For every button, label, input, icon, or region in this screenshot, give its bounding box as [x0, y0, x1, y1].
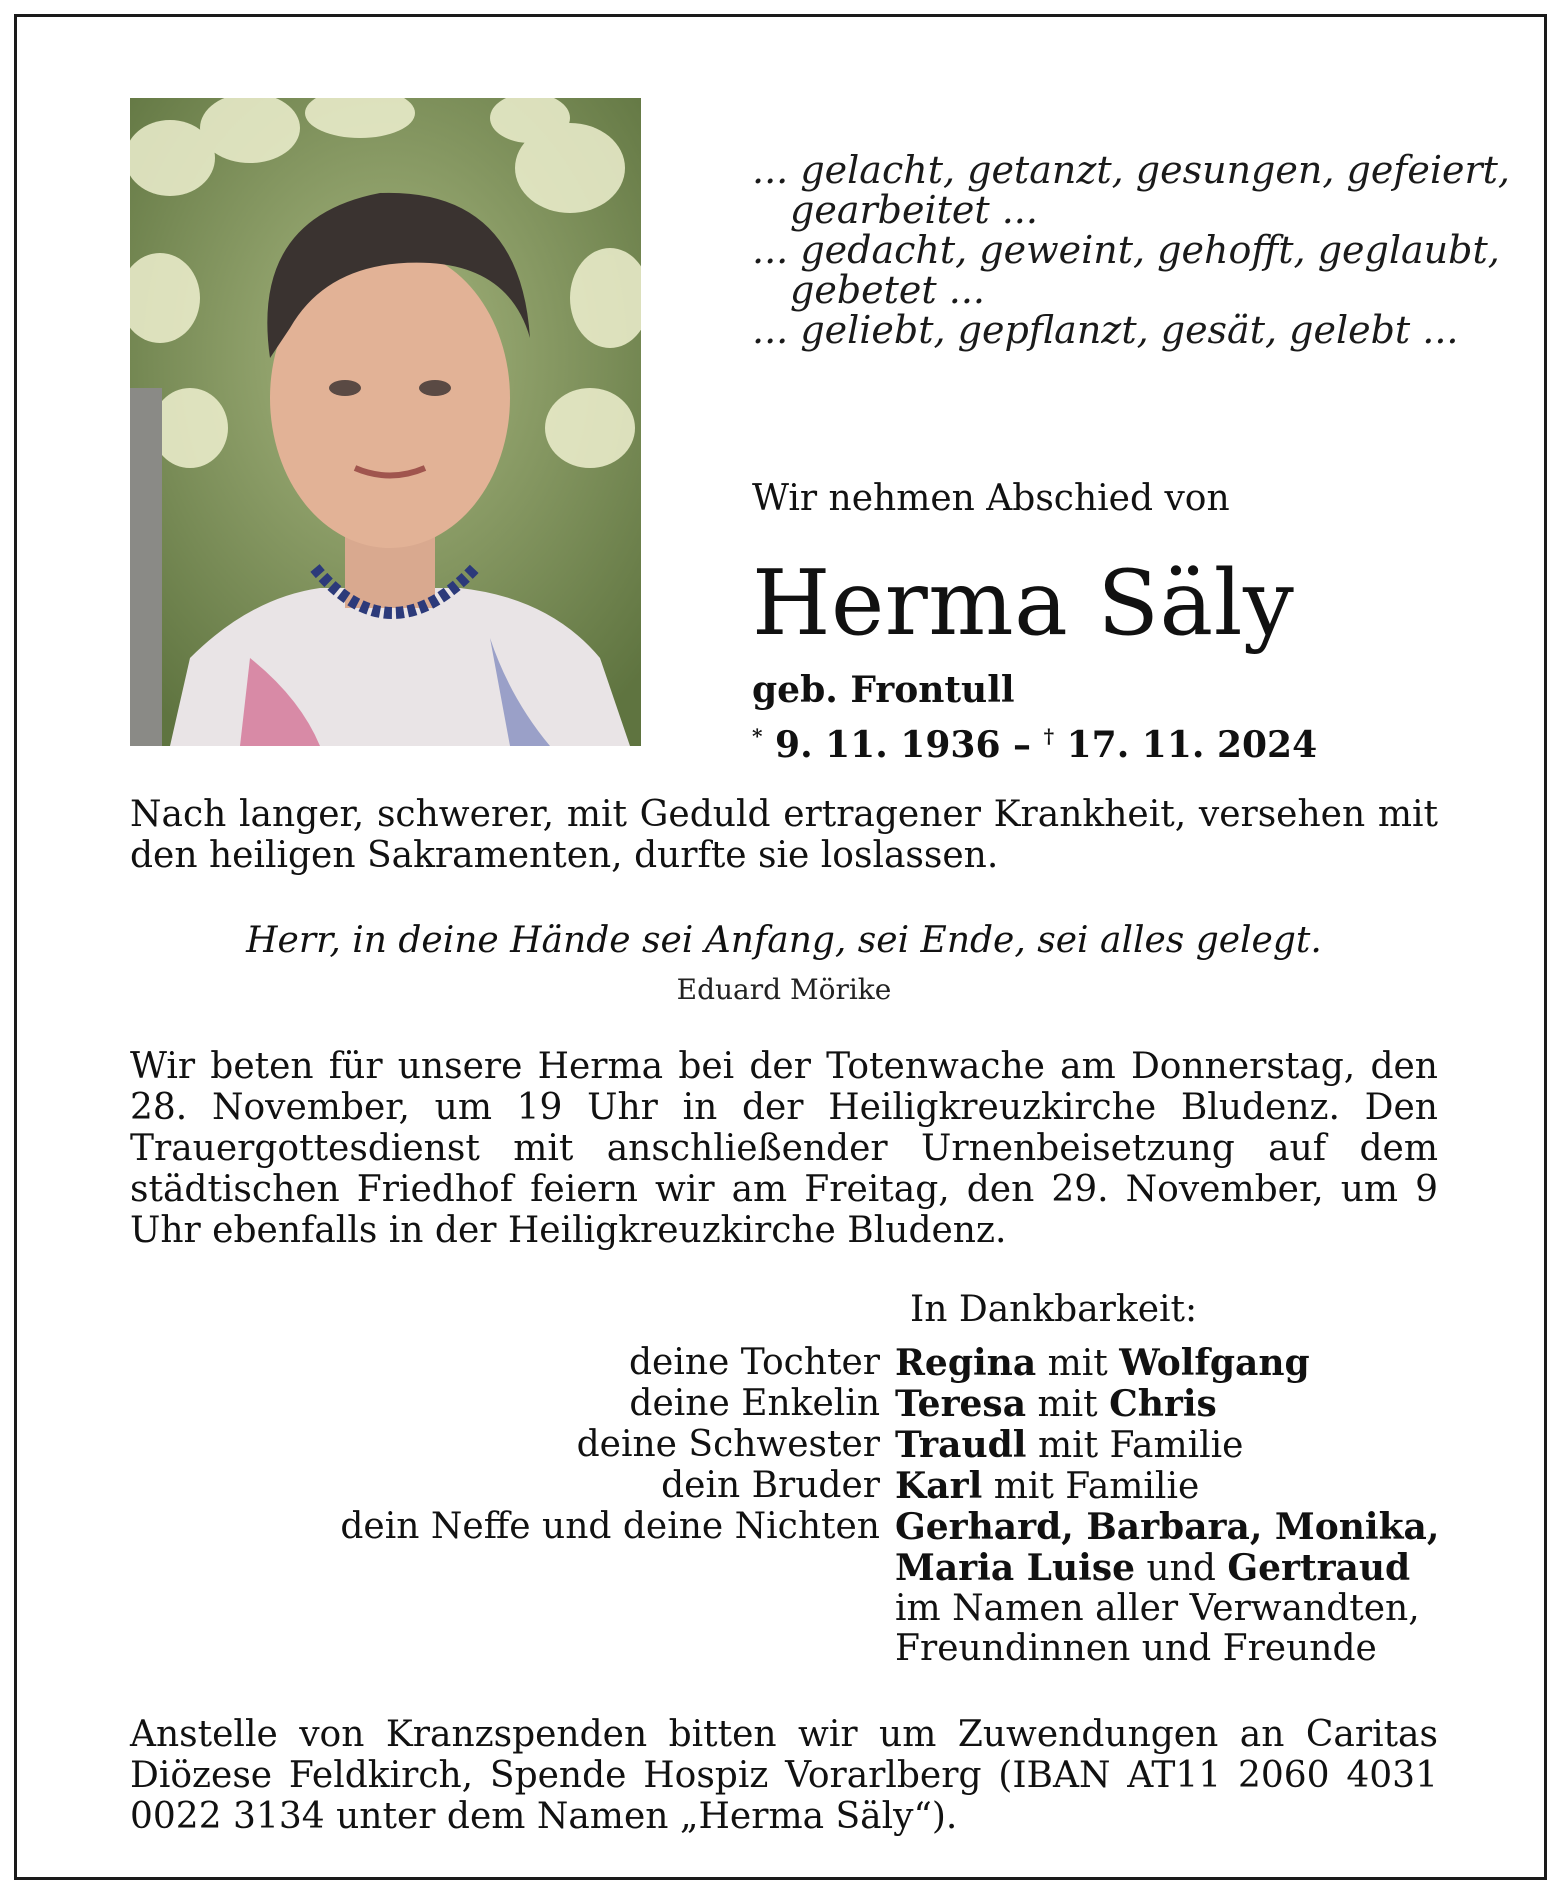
poem — [752, 148, 1511, 352]
life-dates — [752, 712, 1317, 769]
poem-line-5: ... geliebt, gepflanzt, gesät, gelebt ... — [752, 308, 1459, 352]
portrait-illustration — [130, 98, 641, 746]
maiden-name: geb. Frontull — [752, 669, 1015, 711]
family-row-continued — [300, 1589, 1500, 1629]
relatives: Teresa mit Chris — [895, 1383, 1217, 1425]
farewell-intro: Wir nehmen Abschied von — [752, 478, 1230, 519]
relatives: Maria Luise und Gertraud — [895, 1547, 1411, 1589]
poem-line-3: ... gedacht, geweint, gehofft, geglaubt, — [752, 228, 1500, 272]
quote-text: Herr, in deine Hände sei Anfang, sei Ende, sei alles gelegt. — [246, 920, 1322, 961]
death-date: 17. 11. 2024 — [1066, 724, 1318, 766]
relation: deine Enkelin — [629, 1383, 880, 1424]
family-row — [300, 1466, 1500, 1507]
relatives: Gerhard, Barbara, Monika, — [895, 1506, 1440, 1548]
family-row-continued — [300, 1548, 1500, 1589]
family-row-continued — [300, 1629, 1500, 1669]
portrait-photo — [130, 98, 641, 746]
date-dash: – — [1013, 724, 1032, 766]
illness-paragraph: Nach langer, schwerer, mit Geduld ertragener Krankheit, versehen mit den heiligen Sakramenten, durfte sie loslassen. — [130, 794, 1438, 876]
poem-line-4: gebetet ... — [790, 268, 985, 312]
family-row — [300, 1343, 1500, 1384]
poem-line-1: ... gelacht, getanzt, gesungen, gefeiert, — [752, 148, 1511, 192]
relatives: Traudl mit Familie — [895, 1424, 1244, 1466]
deceased-name: Herma Säly — [752, 551, 1295, 656]
relation: deine Tochter — [628, 1342, 880, 1383]
relation: dein Neffe und deine Nichten — [340, 1506, 880, 1547]
family-list — [300, 1343, 1500, 1669]
birth-date: 9. 11. 1936 — [775, 724, 1001, 766]
relatives: Karl mit Familie — [895, 1465, 1200, 1507]
relation: dein Bruder — [661, 1465, 880, 1506]
relatives-note: im Namen aller Verwandten, — [895, 1588, 1420, 1629]
birth-mark: * — [752, 724, 763, 748]
family-row — [300, 1507, 1500, 1548]
thanks-heading: In Dankbarkeit: — [910, 1289, 1198, 1330]
quote-author: Eduard Mörike — [676, 973, 892, 1006]
service-paragraph: Wir beten für unsere Herma bei der Totenwache am Donnerstag, den 28. November, um 19 Uhr in der Heiligkreuzkirche Bludenz. Den Trauergottesdienst mit anschließender Urnenbeisetzung auf dem städtischen Friedhof feiern wir am Freitag, den 29. November, um 9 Uhr ebenfalls in der Heiligkreuzkirche Bludenz. — [130, 1046, 1438, 1251]
relatives-note: Freundinnen und Freunde — [895, 1628, 1377, 1669]
poem-line-2: gearbeitet ... — [790, 188, 1038, 232]
relation: deine Schwester — [576, 1424, 880, 1465]
relatives: Regina mit Wolfgang — [895, 1342, 1310, 1384]
family-row — [300, 1425, 1500, 1466]
donation-paragraph: Anstelle von Kranzspenden bitten wir um Zuwendungen an Caritas Diözese Feldkirch, Spende Hospiz Vorarlberg (IBAN AT11 2060 4031 0022 3134 unter dem Namen „Herma Säly“). — [130, 1714, 1438, 1837]
family-row — [300, 1384, 1500, 1425]
death-mark: † — [1043, 724, 1055, 748]
